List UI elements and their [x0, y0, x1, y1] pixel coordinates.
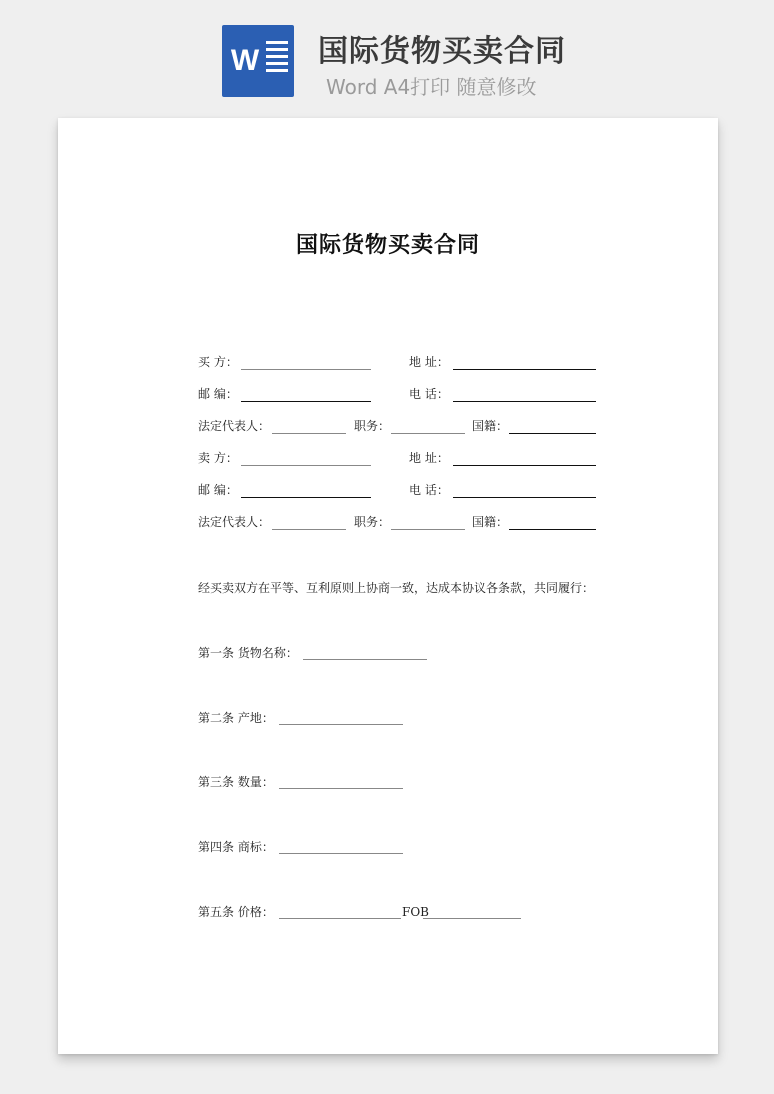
- seller-name-field[interactable]: [241, 465, 371, 466]
- word-logo-icon: [222, 25, 294, 97]
- article-5-fob-field[interactable]: [423, 918, 521, 919]
- buyer-rep-label: 法定代表人：: [198, 419, 271, 433]
- article-1-label: 第一条 货物名称：: [198, 646, 298, 660]
- seller-rep-label: 法定代表人：: [198, 515, 271, 529]
- banner-subtitle: Word A4打印 随意修改: [326, 75, 537, 99]
- seller-name-label: 卖 方：: [198, 451, 238, 465]
- word-logo-letter: W: [230, 44, 260, 77]
- buyer-address-label: 地 址：: [409, 355, 449, 369]
- document-title: 国际货物买卖合同: [295, 233, 480, 258]
- seller-postcode-field[interactable]: [241, 497, 371, 498]
- banner: [0, 0, 774, 110]
- buyer-phone-label: 电 话：: [409, 387, 449, 401]
- buyer-rep-field[interactable]: [272, 433, 346, 434]
- buyer-address-field[interactable]: [453, 369, 596, 370]
- seller-address-label: 地 址：: [409, 451, 449, 465]
- buyer-nationality-label: 国籍：: [472, 419, 509, 433]
- seller-address-field[interactable]: [453, 465, 596, 466]
- seller-phone-field[interactable]: [453, 497, 596, 498]
- banner-title: 国际货物买卖合同: [318, 34, 566, 69]
- buyer-position-field[interactable]: [391, 433, 465, 434]
- seller-nationality-label: 国籍：: [472, 515, 509, 529]
- article-4-label: 第四条 商标：: [198, 840, 274, 854]
- buyer-position-label: 职务：: [354, 419, 391, 433]
- buyer-phone-field[interactable]: [453, 401, 596, 402]
- article-5-field[interactable]: [279, 918, 401, 919]
- word-logo-lines: [266, 41, 288, 81]
- article-3-label: 第三条 数量：: [198, 775, 274, 789]
- seller-postcode-label: 邮 编：: [198, 483, 238, 497]
- article-1-field[interactable]: [303, 659, 427, 660]
- article-5-suffix: FOB: [402, 905, 429, 919]
- article-2-label: 第二条 产地：: [198, 711, 274, 725]
- intro-paragraph: 经买卖双方在平等、互利原则上协商一致，达成本协议各条款，共同履行：: [198, 581, 595, 595]
- buyer-name-field[interactable]: [241, 369, 371, 370]
- seller-rep-field[interactable]: [272, 529, 346, 530]
- article-3-field[interactable]: [279, 788, 403, 789]
- article-4-field[interactable]: [279, 853, 403, 854]
- seller-position-field[interactable]: [391, 529, 465, 530]
- buyer-nationality-field[interactable]: [509, 433, 596, 434]
- buyer-name-label: 买 方：: [198, 355, 238, 369]
- buyer-postcode-label: 邮 编：: [198, 387, 238, 401]
- seller-nationality-field[interactable]: [509, 529, 596, 530]
- article-5-label: 第五条 价格：: [198, 905, 274, 919]
- seller-position-label: 职务：: [354, 515, 391, 529]
- document-page: [58, 118, 718, 1054]
- seller-phone-label: 电 话：: [409, 483, 449, 497]
- article-2-field[interactable]: [279, 724, 403, 725]
- buyer-postcode-field[interactable]: [241, 401, 371, 402]
